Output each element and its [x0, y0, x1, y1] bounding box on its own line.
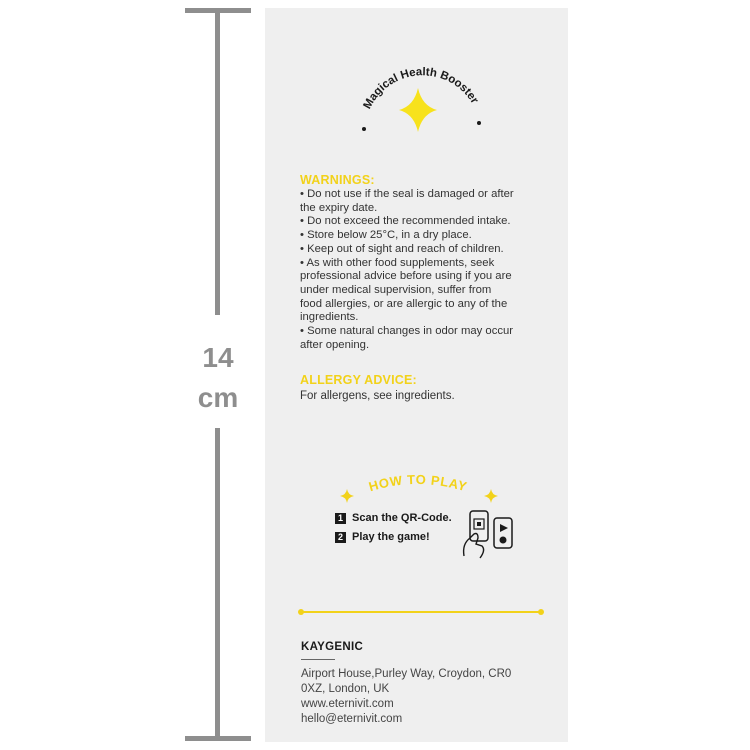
ruler-line-upper — [215, 10, 220, 315]
step-scan — [335, 512, 452, 524]
sparkle-icon — [399, 88, 437, 132]
how-to-play-title: HOW TO PLAY — [366, 471, 469, 495]
ruler-bottom-cap — [185, 736, 251, 741]
ruler-number: 14 — [202, 342, 234, 373]
warning-line: • Store below 25°C, in a dry place. — [300, 229, 472, 242]
sparkle-icon — [484, 489, 498, 503]
product-leaflet — [265, 8, 568, 742]
warnings-heading: WARNINGS: — [300, 173, 375, 187]
warning-line: ingredients. — [300, 311, 359, 324]
warning-line: professional advice before using if you are — [300, 270, 512, 283]
scan-phone-icon — [458, 508, 520, 564]
step-label: Play the game! — [352, 531, 430, 543]
warning-line: food allergies, or are allergic to any of the — [300, 297, 508, 310]
allergy-heading: ALLERGY ADVICE: — [300, 373, 417, 387]
warning-line: the expiry date. — [300, 201, 378, 214]
sparkle-icon — [340, 489, 354, 503]
step-label: Scan the QR-Code. — [352, 512, 452, 524]
arc-dot-left — [362, 127, 366, 131]
step-number: 1 — [335, 513, 346, 524]
warning-line: • Do not exceed the recommended intake. — [300, 215, 511, 228]
step-number: 2 — [335, 532, 346, 543]
company-underline — [301, 659, 335, 660]
divider-dot-right — [538, 609, 544, 615]
how-to-play-badge — [265, 463, 568, 513]
divider-line — [301, 611, 541, 613]
email: hello@eternivit.com — [301, 713, 403, 725]
arc-badge — [265, 8, 568, 168]
company-name: KAYGENIC — [301, 641, 364, 653]
warnings-list — [300, 188, 550, 352]
warning-line: • Keep out of sight and reach of children. — [300, 242, 504, 255]
website: www.eternivit.com — [301, 698, 394, 710]
warning-line: under medical supervision, suffer from — [300, 283, 492, 296]
address-line: Airport House,Purley Way, Croydon, CR0 — [301, 668, 512, 680]
warning-line: after opening. — [300, 338, 370, 351]
address-line: 0XZ, London, UK — [301, 683, 390, 695]
warning-line: • Some natural changes in odor may occur — [300, 325, 514, 338]
ruler-line-lower — [215, 428, 220, 738]
warning-line: • Do not use if the seal is damaged or after — [300, 188, 514, 200]
step-play — [335, 531, 430, 543]
ruler-unit: cm — [197, 382, 239, 413]
warning-line: • As with other food supplements, seek — [300, 256, 495, 269]
allergy-text: For allergens, see ingredients. — [300, 390, 455, 402]
arc-dot-right — [477, 121, 481, 125]
arc-title: Magical Health Booster — [361, 66, 481, 112]
